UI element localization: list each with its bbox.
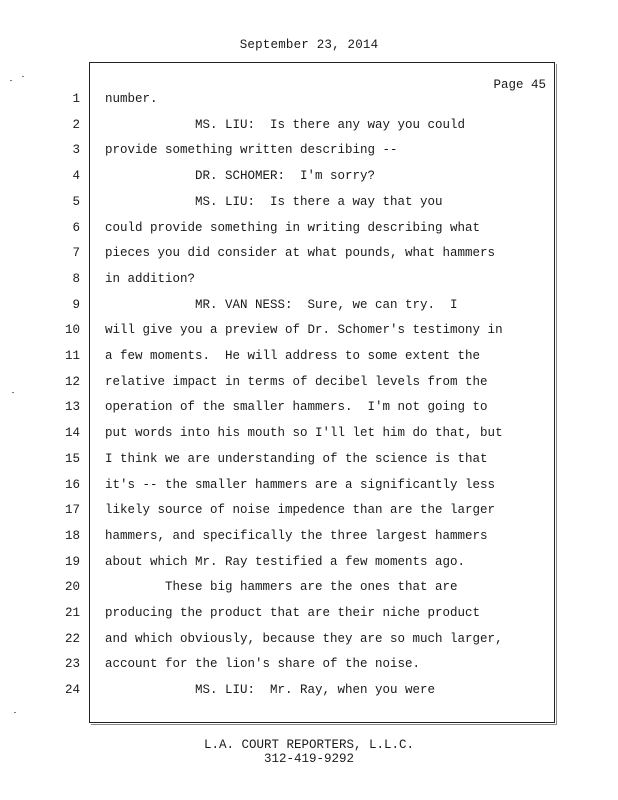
footer xyxy=(0,738,618,766)
line-number: 13 xyxy=(64,400,80,415)
line-number: 12 xyxy=(64,374,80,389)
line-text: likely source of noise impedence than are the larger xyxy=(105,503,496,518)
line-number: 7 xyxy=(72,246,80,261)
footer-phone: 312-419-9292 xyxy=(263,752,354,766)
line-number: 1 xyxy=(72,92,80,106)
line-number: 22 xyxy=(64,631,80,646)
line-text: operation of the smaller hammers. I'm not going to xyxy=(105,400,488,415)
line-text: MS. LIU: Mr. Ray, when you were xyxy=(105,683,436,698)
line-text: MS. LIU: Is there any way you could xyxy=(105,117,466,132)
line-text: a few moments. He will address to some extent the xyxy=(105,349,481,363)
transcript-line xyxy=(0,452,618,474)
line-text: MS. LIU: Is there a way that you xyxy=(105,194,443,209)
transcript-line xyxy=(0,375,618,397)
transcript-line xyxy=(0,143,618,165)
line-number: 5 xyxy=(72,194,80,209)
line-text: could provide something in writing describing what xyxy=(105,220,481,235)
line-number: 4 xyxy=(72,169,80,184)
line-number: 16 xyxy=(64,477,80,492)
line-text: relative impact in terms of decibel levels from the xyxy=(105,374,488,389)
transcript-line xyxy=(0,529,618,551)
line-number: 23 xyxy=(64,657,80,672)
transcript-line xyxy=(0,92,618,114)
transcript-line xyxy=(0,221,618,243)
line-text: provide something written describing -- xyxy=(105,143,398,158)
line-number: 15 xyxy=(64,451,80,466)
line-number: 11 xyxy=(64,349,80,363)
page-number: Page 45 xyxy=(493,78,546,92)
line-text: DR. SCHOMER: I'm sorry? xyxy=(105,169,376,184)
transcript-line xyxy=(0,478,618,500)
transcript-line xyxy=(0,349,618,371)
line-text: it's -- the smaller hammers are a significantly less xyxy=(105,477,496,492)
line-text: producing the product that are their niche product xyxy=(105,606,481,620)
line-text: put words into his mouth so I'll let him do that, but xyxy=(105,426,503,441)
transcript-line xyxy=(0,606,618,628)
transcript-line xyxy=(0,632,618,654)
scan-speck xyxy=(10,80,12,81)
header-date: September 23, 2014 xyxy=(239,38,379,52)
line-text: in addition? xyxy=(105,271,196,286)
transcript-line xyxy=(0,246,618,268)
transcript-line xyxy=(0,169,618,191)
transcript-line xyxy=(0,683,618,705)
line-number: 24 xyxy=(64,683,80,698)
transcript-line xyxy=(0,426,618,448)
transcript-line xyxy=(0,555,618,577)
transcript-line xyxy=(0,400,618,422)
line-number: 10 xyxy=(64,323,80,338)
line-number: 18 xyxy=(64,528,80,543)
line-text: pieces you did consider at what pounds, what hammers xyxy=(105,246,496,261)
line-number: 17 xyxy=(64,503,80,518)
line-text: and which obviously, because they are so much larger, xyxy=(105,631,503,646)
line-number: 2 xyxy=(72,117,80,132)
transcript-line xyxy=(0,118,618,140)
line-text: hammers, and specifically the three largest hammers xyxy=(105,528,488,543)
line-number: 21 xyxy=(64,606,80,620)
line-text: about which Mr. Ray testified a few moments ago. xyxy=(105,554,466,569)
scan-speck xyxy=(14,712,16,713)
line-text: I think we are understanding of the science is that xyxy=(105,451,488,466)
transcript-line xyxy=(0,580,618,602)
transcript-line xyxy=(0,503,618,525)
transcript-line xyxy=(0,272,618,294)
scan-speck xyxy=(12,392,14,393)
line-number: 9 xyxy=(72,297,80,312)
line-number: 3 xyxy=(72,143,80,158)
transcript-line xyxy=(0,298,618,320)
line-text: will give you a preview of Dr. Schomer's testimony in xyxy=(105,323,503,338)
transcript-line xyxy=(0,657,618,679)
line-number: 20 xyxy=(64,580,80,595)
scan-speck xyxy=(22,76,24,77)
line-text: account for the lion's share of the noise. xyxy=(105,657,421,672)
line-number: 8 xyxy=(72,271,80,286)
line-number: 6 xyxy=(72,220,80,235)
line-text: number. xyxy=(105,92,158,106)
footer-company: L.A. COURT REPORTERS, L.L.C. xyxy=(203,738,415,752)
line-number: 19 xyxy=(64,554,80,569)
line-text: MR. VAN NESS: Sure, we can try. I xyxy=(105,297,458,312)
line-number: 14 xyxy=(64,426,80,441)
transcript-line xyxy=(0,195,618,217)
line-text: These big hammers are the ones that are xyxy=(105,580,458,595)
transcript-line xyxy=(0,323,618,345)
